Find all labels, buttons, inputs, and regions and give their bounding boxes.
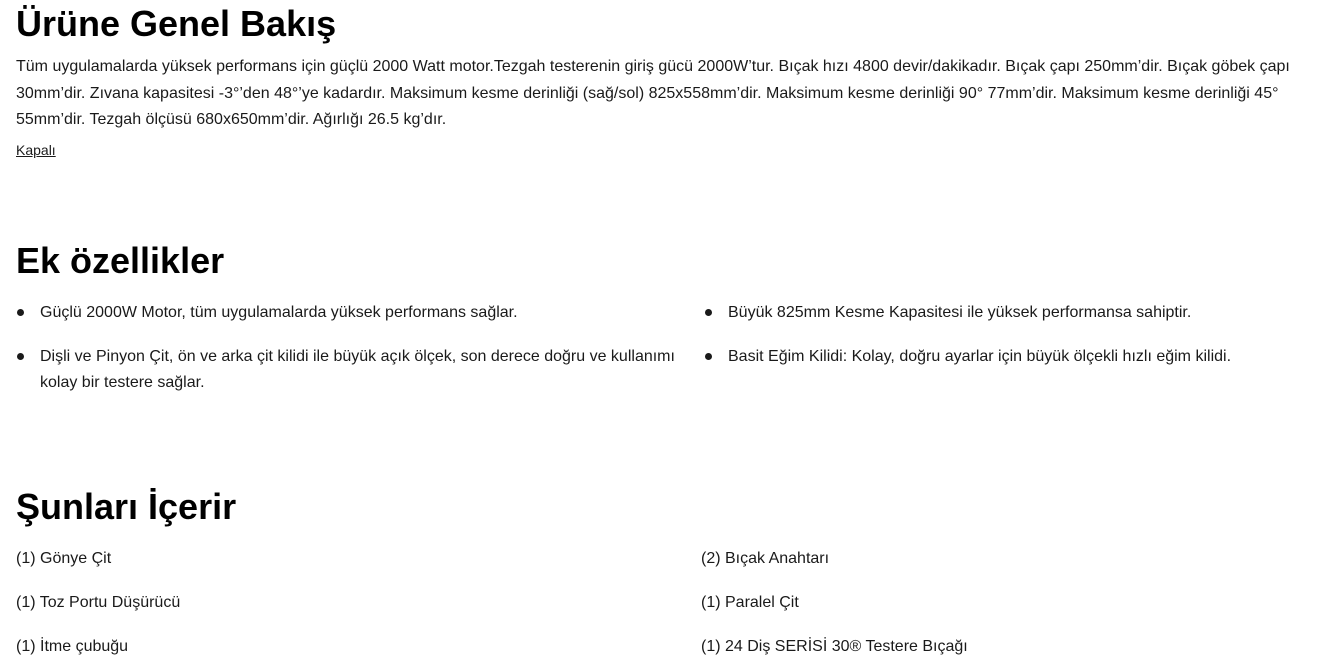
included-item: (1) 24 Diş SERİSİ 30® Testere Bıçağı bbox=[701, 638, 968, 655]
bullet-icon bbox=[17, 353, 24, 360]
included-item: (2) Bıçak Anahtarı bbox=[701, 550, 830, 567]
includes-title: Şunları İçerir bbox=[16, 486, 237, 527]
feature-item bbox=[704, 344, 1343, 371]
feature-text: Dişli ve Pinyon Çit, ön ve arka çit kilidi ile büyük açık ölçek, son derece doğru ve kullanımı kolay bir testere sağlar. bbox=[40, 347, 675, 391]
feature-text: Basit Eğim Kilidi: Kolay, doğru ayarlar için büyük ölçekli hızlı eğim kilidi. bbox=[728, 347, 1232, 365]
included-item: (1) Paralel Çit bbox=[701, 594, 799, 611]
feature-item bbox=[704, 300, 1343, 327]
features-list-left bbox=[16, 300, 676, 414]
bullet-icon bbox=[705, 309, 712, 316]
bullet-icon bbox=[705, 353, 712, 360]
bullet-icon bbox=[17, 309, 24, 316]
included-item: (1) İtme çubuğu bbox=[16, 638, 129, 655]
feature-item bbox=[16, 300, 676, 327]
included-item: (1) Toz Portu Düşürücü bbox=[16, 594, 181, 611]
features-list-right bbox=[704, 300, 1343, 387]
feature-item bbox=[16, 344, 676, 397]
features-title: Ek özellikler bbox=[16, 240, 225, 281]
feature-text: Büyük 825mm Kesme Kapasitesi ile yüksek performansa sahiptir. bbox=[728, 304, 1192, 321]
feature-text: Güçlü 2000W Motor, tüm uygulamalarda yüksek performans sağlar. bbox=[40, 304, 518, 321]
overview-title: Ürüne Genel Bakış bbox=[16, 3, 337, 44]
included-item: (1) Gönye Çit bbox=[16, 550, 112, 567]
overview-description: Tüm uygulamalarda yüksek performans için güçlü 2000 Watt motor.Tezgah testerenin giriş gücü 2000W’tur. Bıçak hızı 4800 devir/dakikadır. Bıçak çapı 250mm’dir. Bıçak göbek çapı 30mm’dir. Zıvana kapasitesi -3°’den 48°’ye kadardır. Maksimum kesme derinliği (sağ/sol) 825x558mm’dir. Maksimum kesme derinliği 90° 77mm’dir. Maksimum kesme derinliği 45° 55mm’dir. Tezgah ölçüsü 680x650mm’dir. Ağırlığı 26.5 kg’dır. bbox=[16, 58, 1290, 128]
collapse-toggle-link[interactable]: Kapalı bbox=[16, 142, 56, 158]
